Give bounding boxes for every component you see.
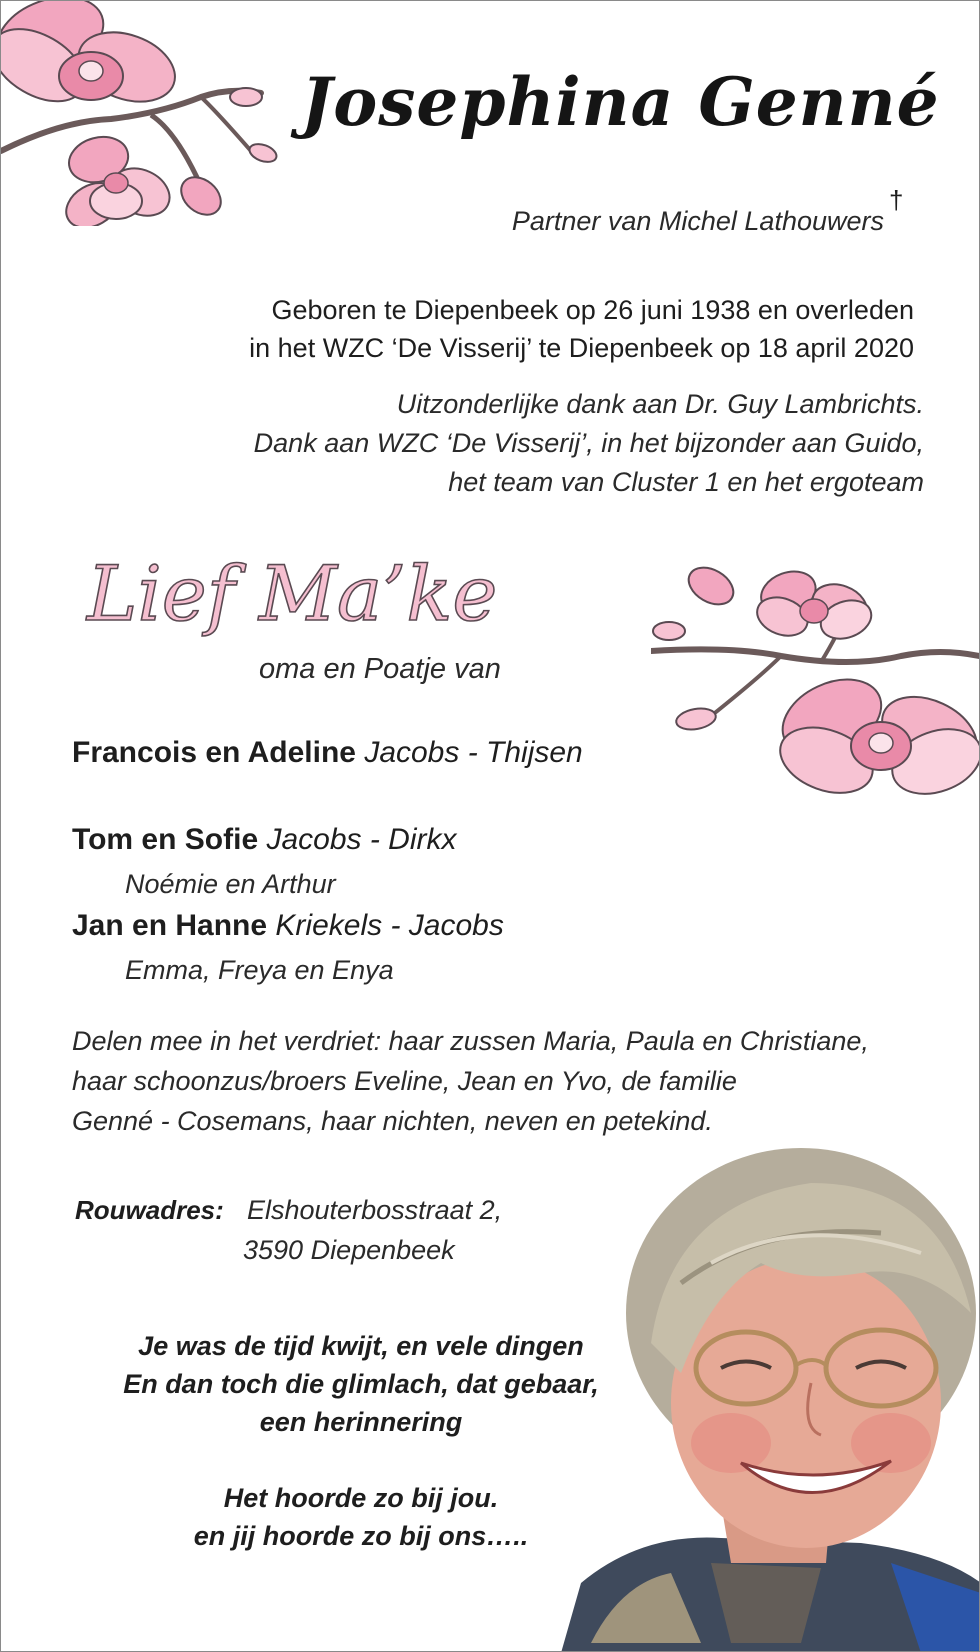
- grandchildren-line: Noémie en Arthur: [125, 869, 336, 899]
- orchid-right-icon: [651, 556, 979, 846]
- family-entry-2: [72, 823, 457, 857]
- partner-line: Partner van Michel Lathouwers: [511, 206, 884, 236]
- address-label: Rouwadres:: [75, 1195, 224, 1225]
- poem-line: Het hoorde zo bij jou.: [223, 1483, 499, 1513]
- script-title: Lief Ma’ke: [87, 549, 498, 638]
- share-line: Genné - Cosemans, haar nichten, neven en petekind.: [72, 1106, 713, 1136]
- thanks-line: Dank aan WZC ‘De Visserij’, in het bijzonder aan Guido,: [253, 428, 924, 458]
- portrait-photo-icon: [561, 1143, 980, 1652]
- address-line: Elshouterbosstraat 2,: [247, 1195, 503, 1225]
- family-first-names: Francois en Adeline: [72, 736, 356, 769]
- born-line: in het WZC ‘De Visserij’ te Diepenbeek op 18 april 2020: [249, 333, 914, 363]
- family-entry-3: [72, 909, 504, 943]
- family-entry-1: [72, 736, 583, 770]
- share-line: Delen mee in het verdriet: haar zussen Maria, Paula en Christiane,: [72, 1026, 869, 1056]
- shared-grief-statement: [72, 1021, 952, 1141]
- share-line: haar schoonzus/broers Eveline, Jean en Yvo, de familie: [72, 1066, 737, 1096]
- family-surnames: Jacobs - Dirkx: [266, 823, 457, 856]
- family-surnames: Jacobs - Thijsen: [364, 736, 583, 769]
- deceased-name: Josephina Genné: [301, 63, 940, 141]
- poem-line: en jij hoorde zo bij ons…..: [193, 1521, 529, 1551]
- poem-line: een herinnering: [259, 1407, 463, 1437]
- born-line: Geboren te Diepenbeek op 26 juni 1938 en overleden: [271, 295, 914, 325]
- thanks-line: Uitzonderlijke dank aan Dr. Guy Lambrichts.: [396, 389, 924, 419]
- poem-line: En dan toch die glimlach, dat gebaar,: [123, 1369, 599, 1399]
- thanks-line: het team van Cluster 1 en het ergoteam: [448, 467, 924, 497]
- address-line: 3590 Diepenbeek: [243, 1235, 455, 1265]
- orchid-top-left-icon: [1, 1, 291, 226]
- grandchildren-line: Emma, Freya en Enya: [125, 955, 394, 985]
- family-first-names: Tom en Sofie: [72, 823, 259, 856]
- cross-icon: †: [889, 185, 904, 215]
- family-first-names: Jan en Hanne: [72, 909, 268, 942]
- dedication-subtitle: oma en Poatje van: [259, 653, 501, 685]
- family-surnames: Kriekels - Jacobs: [275, 909, 504, 942]
- birth-death-statement: [54, 291, 914, 367]
- thanks-statement: [64, 385, 924, 502]
- poem-line: Je was de tijd kwijt, en vele dingen: [138, 1331, 584, 1361]
